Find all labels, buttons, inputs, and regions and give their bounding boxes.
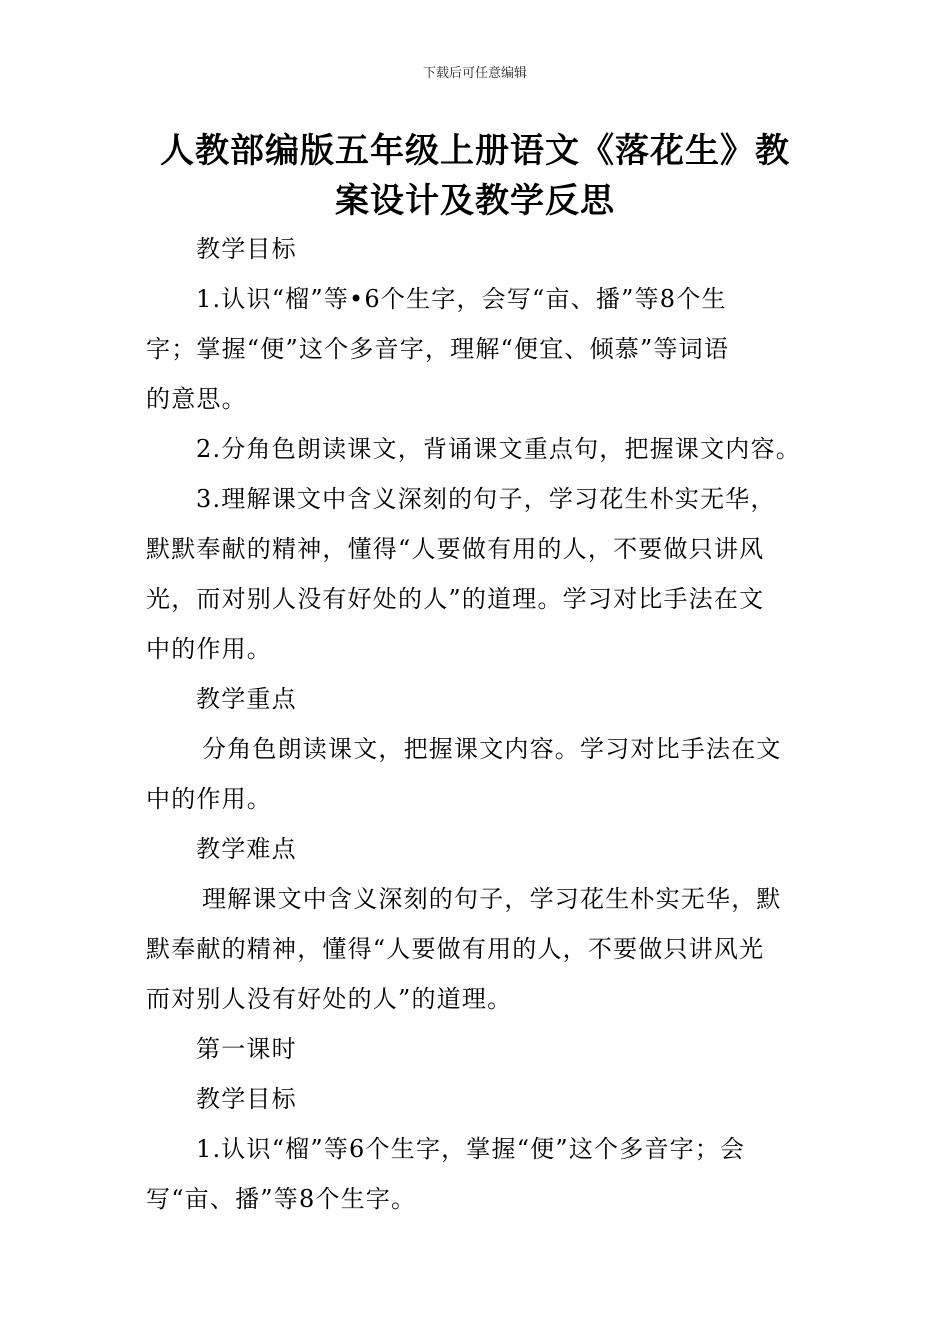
goal-item-3 xyxy=(146,474,806,674)
section-heading-key-points: 教学重点 xyxy=(196,685,297,713)
title-line-1: 人教部编版五年级上册语文《落花生》教 xyxy=(160,131,790,171)
goal-item-2: 2.分角色朗读课文，背诵课文重点句，把握课文内容。 xyxy=(196,435,801,463)
difficulties-text xyxy=(146,874,806,1024)
text-line: 1.认识“榴”等6个生字，掌握“便”这个多音字；会 xyxy=(196,1135,746,1163)
text-line: 1.认识“榴”等•6个生字，会写“亩、播”等8个生 xyxy=(196,285,727,313)
text-line: 写“亩、播”等8个生字。 xyxy=(146,1185,417,1213)
text-line: 中的作用。 xyxy=(146,785,272,813)
text-line: 理解课文中含义深刻的句子，学习花生朴实无华，默 xyxy=(202,885,782,913)
title-line-2: 案设计及教学反思 xyxy=(335,181,615,221)
text-line: 默默奉献的精神，懂得“人要做有用的人，不要做只讲风 xyxy=(146,535,765,563)
text-line: 而对别人没有好处的人”的道理。 xyxy=(146,985,513,1013)
section-heading-difficulties: 教学难点 xyxy=(196,835,297,863)
text-line: 中的作用。 xyxy=(146,635,272,663)
document-title xyxy=(130,126,820,226)
document-body xyxy=(146,224,806,1224)
text-line: 默奉献的精神，懂得“人要做有用的人，不要做只讲风光 xyxy=(146,935,765,963)
text-line: 的意思。 xyxy=(146,385,247,413)
lesson-1-goal-item-1 xyxy=(146,1124,806,1224)
section-heading-goals: 教学目标 xyxy=(196,235,297,263)
text-line: 3.理解课文中含义深刻的句子，学习花生朴实无华， xyxy=(196,485,776,513)
text-line: 分角色朗读课文，把握课文内容。学习对比手法在文 xyxy=(202,735,782,763)
section-heading-lesson-1: 第一课时 xyxy=(196,1035,297,1063)
goal-item-1 xyxy=(146,274,806,424)
section-heading-lesson-1-goals: 教学目标 xyxy=(196,1085,297,1113)
key-points-text xyxy=(146,724,806,824)
header-note: 下载后可任意编辑 xyxy=(422,66,527,81)
text-line: 光，而对别人没有好处的人”的道理。学习对比手法在文 xyxy=(146,585,765,613)
text-line: 字；掌握“便”这个多音字，理解“便宜、倾慕”等词语 xyxy=(146,335,730,363)
